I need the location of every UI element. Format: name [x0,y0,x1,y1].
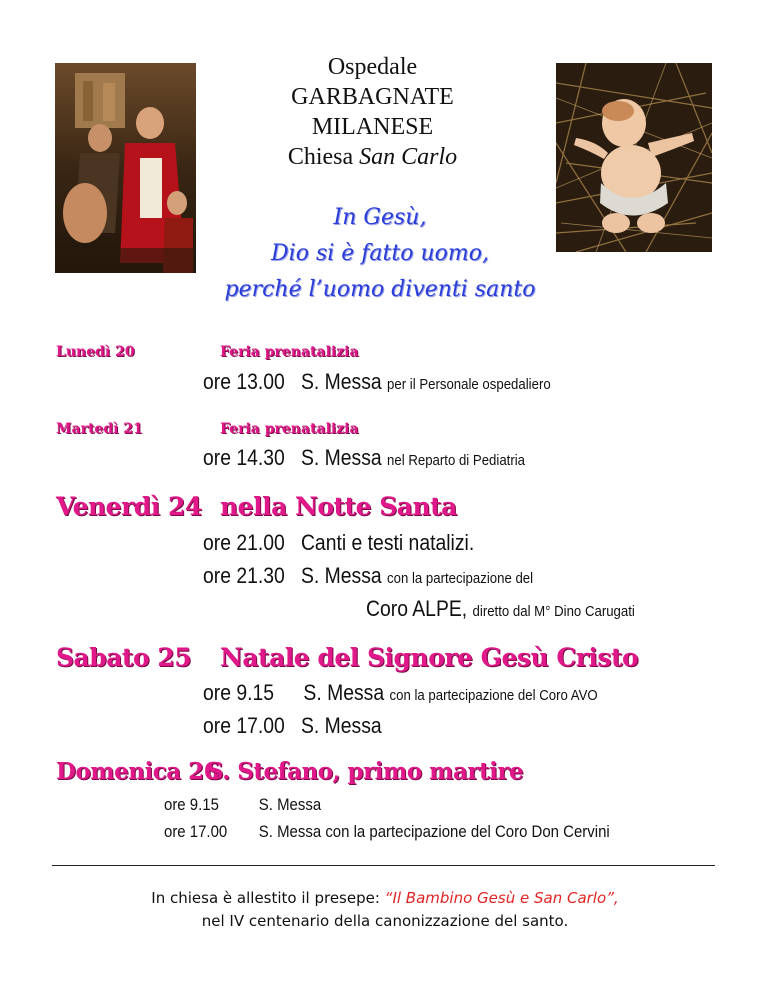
feast-friday: nella Notte Santa [220,492,457,521]
event-friday-1 [203,530,474,556]
event-monday: S. Messa [300,369,382,394]
motto-line-2: Dio si è fatto uomo, [271,241,489,266]
header-line-4 [220,142,525,172]
feast-sunday: S. Stefano, primo martire [207,758,524,785]
event-tuesday-detail: nel Reparto di Pediatria [387,452,525,469]
san-carlo-painting [55,63,196,273]
motto [180,200,580,308]
time-monday: ore 13.00 [203,369,285,394]
footer-intro: In chiesa è allestito il presepe: [151,889,385,907]
event-friday-1-text: Canti e testi natalizi. [300,530,475,555]
day-friday: Venerdì 24 [56,492,202,521]
event-sunday-1-text: S. Messa [258,795,322,814]
event-saturday-2 [203,713,382,739]
event-friday-2-text: S. Messa [300,563,382,588]
header-line-3: MILANESE [311,114,434,140]
motto-line-3: perché l’uomo diventi santo [224,277,536,302]
mass-monday [203,369,551,395]
hospital-church-header [220,52,525,172]
footer-line-2: nel IV centenario della canonizzazione del santo. [201,912,569,930]
choir-friday: Coro ALPE, [366,596,468,621]
time-sunday-1: ore 9.15 [164,795,219,814]
event-monday-detail: per il Personale ospedaliero [387,376,551,393]
event-saturday-1-text: S. Messa [303,680,385,705]
time-saturday-2: ore 17.00 [203,713,285,738]
event-sunday-1 [164,795,321,815]
day-tuesday: Martedì 21 [56,421,143,437]
header-church-name: San Carlo [359,144,458,170]
time-tuesday: ore 14.30 [203,445,285,470]
day-monday: Lunedì 20 [56,344,135,360]
header-line-2: GARBAGNATE [291,84,454,110]
mass-tuesday [203,445,525,471]
header-church-word: Chiesa [287,144,354,170]
feast-saturday: Natale del Signore Gesù Cristo [220,643,639,672]
motto-line-1: In Gesù, [333,205,427,230]
event-saturday-1-detail: con la partecipazione del Coro AVO [389,687,598,704]
feast-tuesday: Feria prenatalizia [220,421,359,437]
day-saturday: Sabato 25 [56,643,192,672]
event-sunday-2 [164,822,610,842]
footer-comma: , [613,889,619,907]
divider-line [52,865,715,866]
footer-note [55,887,715,933]
day-sunday: Domenica 26 [56,758,220,785]
header-line-1: Ospedale [327,54,418,80]
time-sunday-2: ore 17.00 [164,822,228,841]
feast-monday: Feria prenatalizia [220,344,359,360]
footer-line-1 [55,887,715,910]
event-saturday-1 [203,680,598,706]
event-saturday-2-text: S. Messa [300,713,382,738]
event-friday-2 [203,563,533,589]
event-friday-2-detail: con la partecipazione del [387,570,534,587]
event-tuesday: S. Messa [300,445,382,470]
footer-quote: “Il Bambino Gesù e San Carlo” [384,889,614,907]
time-saturday-1: ore 9.15 [203,680,275,705]
event-friday-choir [366,596,635,622]
time-friday-1: ore 21.00 [203,530,285,555]
choir-friday-director: diretto dal M° Dino Carugati [472,603,635,620]
event-sunday-2-text: S. Messa con la partecipazione del Coro Don Cervini [258,822,610,841]
time-friday-2: ore 21.30 [203,563,285,588]
